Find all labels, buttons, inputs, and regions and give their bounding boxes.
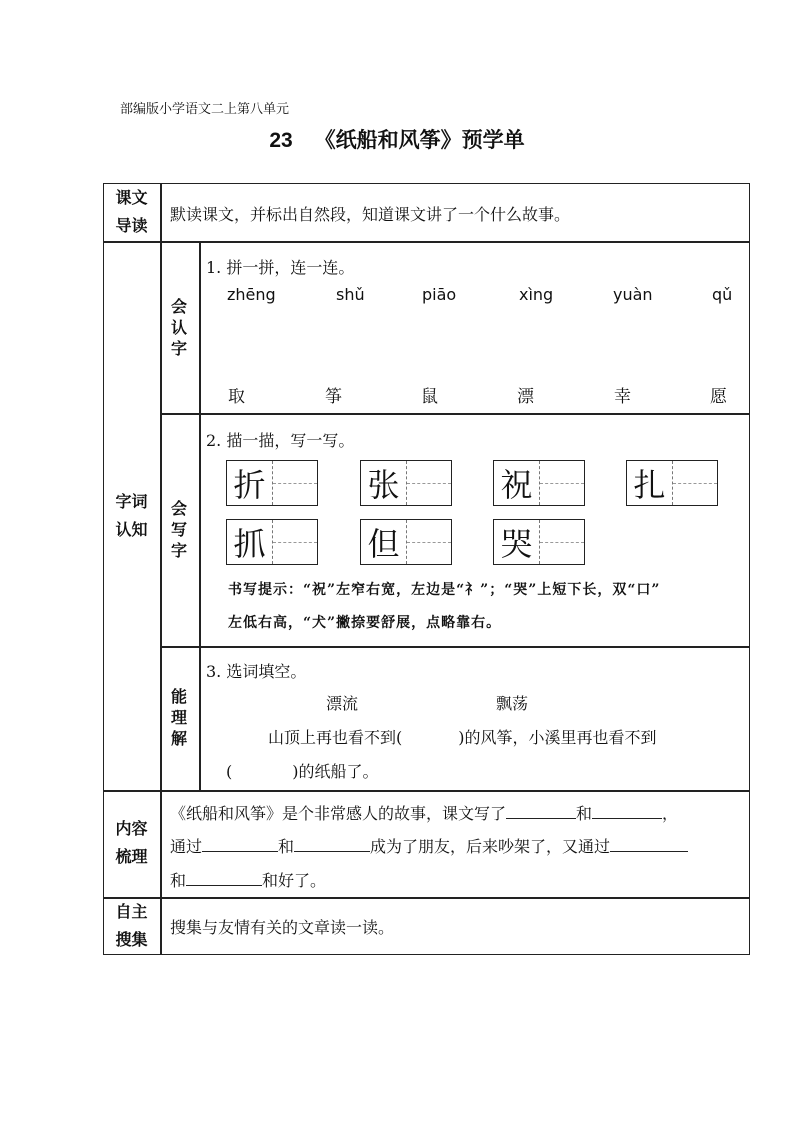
- summary-blank[interactable]: [592, 804, 662, 819]
- writing-hint: 书写提示：“祝”左窄右宽，左边是“礻”；“哭”上短下长，双“口”: [228, 582, 661, 598]
- traced-character: 但: [367, 525, 400, 563]
- word-option: 飘荡: [496, 694, 529, 713]
- summary-blank[interactable]: [294, 837, 370, 852]
- character-item: 漂: [517, 387, 534, 407]
- pinyin-item: zhēng: [227, 285, 276, 304]
- fill-sentence: 山顶上再也看不到( )的风筝，小溪里再也看不到: [268, 728, 657, 747]
- writing-square[interactable]: [672, 461, 717, 505]
- pinyin-item: piāo: [422, 285, 457, 304]
- write-label: 会 写 字: [170, 499, 187, 560]
- guide-content: 默读课文，并标出自然段，知道课文讲了一个什么故事。: [170, 205, 571, 224]
- character-item: 取: [228, 387, 245, 407]
- summary-blank[interactable]: [610, 837, 688, 852]
- recognize-instruction: 1. 拼一拼，连一连。: [206, 258, 355, 277]
- tian-grid[interactable]: [493, 460, 585, 506]
- tian-grid[interactable]: [626, 460, 718, 506]
- writing-square[interactable]: [406, 461, 451, 505]
- tian-grid[interactable]: [360, 519, 452, 565]
- tian-grid[interactable]: [493, 519, 585, 565]
- writing-square[interactable]: [406, 520, 451, 564]
- understand-label: 能 理 解: [170, 687, 187, 748]
- traced-character: 折: [233, 466, 266, 504]
- summary-label: 内容 梳理: [115, 819, 148, 866]
- unit-subtitle: 部编版小学语文二上第八单元: [120, 102, 290, 117]
- character-item: 幸: [614, 387, 631, 407]
- guide-label: 课文 导读: [115, 188, 148, 235]
- character-item: 鼠: [421, 387, 438, 407]
- pinyin-item: shǔ: [336, 285, 365, 304]
- fill-sentence: ( )的纸船了。: [226, 762, 379, 781]
- recognize-label: 会 认 字: [170, 297, 187, 358]
- summary-line: 通过 和 成为了朋友，后来吵架了，又通过: [170, 834, 688, 857]
- writing-square[interactable]: [272, 520, 317, 564]
- summary-line: 《纸船和风筝》是个非常感人的故事，课文写了 和 ，: [170, 804, 679, 823]
- page-title: [0, 124, 794, 154]
- write-instruction: 2. 描一描，写一写。: [206, 431, 355, 450]
- collect-content: 搜集与友情有关的文章读一读。: [170, 918, 395, 937]
- writing-square[interactable]: [539, 461, 584, 505]
- collect-label: 自主 搜集: [115, 902, 148, 949]
- summary-blank[interactable]: [506, 804, 576, 819]
- understand-instruction: 3. 选词填空。: [206, 662, 307, 681]
- traced-character: 张: [367, 466, 400, 504]
- word-option: 漂流: [326, 694, 359, 713]
- writing-hint: 左低右高，“犬”撇捺要舒展，点略靠右。: [228, 615, 502, 631]
- words-label: 字词 认知: [115, 492, 148, 539]
- traced-character: 抓: [233, 525, 266, 563]
- traced-character: 扎: [633, 466, 666, 504]
- pinyin-item: yuàn: [613, 285, 653, 304]
- summary-blank[interactable]: [202, 837, 278, 852]
- character-item: 筝: [325, 387, 342, 407]
- writing-square[interactable]: [272, 461, 317, 505]
- pinyin-item: qǔ: [712, 285, 733, 304]
- tian-grid[interactable]: [226, 519, 318, 565]
- traced-character: 哭: [500, 525, 533, 563]
- pinyin-item: xìng: [519, 285, 554, 304]
- summary-line: 和 和好了。: [170, 871, 327, 890]
- character-item: 愿: [710, 387, 727, 407]
- tian-grid[interactable]: [226, 460, 318, 506]
- writing-square[interactable]: [539, 520, 584, 564]
- summary-blank[interactable]: [186, 871, 262, 886]
- lesson-number: 23: [269, 129, 293, 152]
- lesson-title: 《纸船和风筝》预学单: [314, 127, 525, 152]
- tian-grid[interactable]: [360, 460, 452, 506]
- traced-character: 祝: [500, 466, 533, 504]
